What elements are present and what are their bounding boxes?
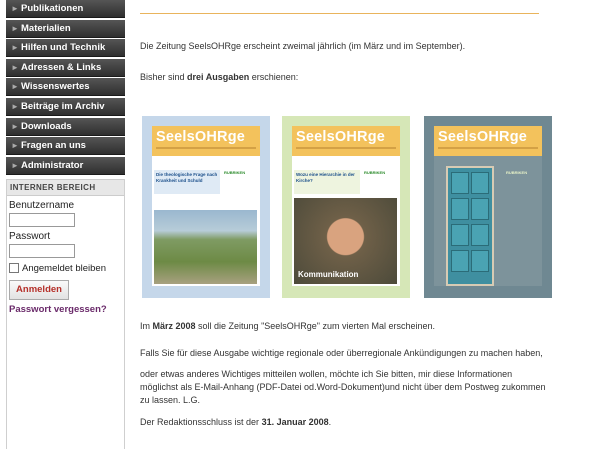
nav-item-label: Adressen & Links	[21, 61, 102, 73]
cover-photo-landscape	[154, 210, 257, 284]
cover-rubric: RUBRIKEN	[224, 170, 246, 175]
cover-subtitle-line	[296, 147, 396, 149]
arrow-icon: ►	[11, 4, 19, 13]
password-label: Passwort	[9, 230, 51, 242]
login-button[interactable]: Anmelden	[9, 280, 69, 300]
request-more-3: zu lassen. L.G.	[140, 395, 201, 405]
cover-issue-1[interactable]	[142, 116, 270, 298]
intro-text: Die Zeitung SeelsOHRge erscheint zweimal jährlich (im März und im September).	[140, 41, 466, 51]
arrow-icon: ►	[11, 62, 19, 72]
arrow-icon: ►	[11, 160, 19, 170]
arrow-icon: ►	[11, 141, 19, 151]
cover-page	[434, 126, 542, 286]
nav-item-publikationen[interactable]	[6, 0, 125, 18]
nav-item-label: Materialien	[21, 22, 71, 34]
cover-masthead	[292, 126, 400, 156]
deadline-post: .	[328, 417, 332, 427]
issues-count: drei Ausgaben	[187, 72, 250, 82]
remember-checkbox[interactable]	[9, 263, 19, 273]
nav-item-label: Downloads	[21, 120, 72, 132]
nav-item-label: Administrator	[21, 159, 84, 171]
arrow-icon: ►	[11, 23, 19, 33]
nav-item-label: Beiträge im Archiv	[21, 100, 105, 112]
cover-page	[292, 126, 400, 286]
forgot-password-link[interactable]: Passwort vergessen?	[9, 303, 107, 315]
nav-item-label: Hilfen und Technik	[21, 42, 106, 54]
remember-label: Angemeldet bleiben	[22, 262, 106, 274]
cover-caption: Kommunikation	[298, 270, 359, 279]
nav-item-label: Wissenswertes	[21, 81, 90, 93]
request-more-1: oder etwas anderes Wichtiges mitteilen wollen, möchte ich Sie bitten, mir diese Informationen	[140, 369, 513, 379]
cover-headline: Wozu eine Hierarchie in der Kirche?	[296, 172, 355, 183]
username-label: Benutzername	[9, 199, 75, 211]
cover-rubric: RUBRIKEN	[364, 170, 386, 175]
cover-subtitle-line	[438, 147, 538, 149]
nav-item-fragen-an-uns[interactable]	[6, 137, 125, 155]
header-rule	[140, 13, 539, 14]
issues-text-pre: Bisher sind	[140, 72, 188, 82]
cover-masthead	[434, 126, 542, 156]
cover-headline-box	[154, 170, 220, 194]
arrow-icon: ►	[11, 121, 19, 131]
issues-text-post: erschienen:	[249, 72, 299, 82]
deadline-pre: Der Redaktionsschluss ist der	[140, 417, 262, 427]
arrow-icon: ►	[11, 82, 19, 92]
nav-menu	[6, 0, 125, 175]
deadline-date: 31. Januar 2008	[261, 417, 329, 427]
nav-item-adressen-links[interactable]	[6, 59, 125, 77]
issues-text	[140, 71, 298, 84]
nav-item-materialien[interactable]	[6, 20, 125, 38]
nav-item-beitraege-im-archiv[interactable]	[6, 98, 125, 116]
cover-issue-2[interactable]	[282, 116, 410, 298]
cover-title: SeelsOHRge	[296, 129, 386, 145]
login-box	[6, 179, 125, 449]
login-section-title: INTERNER BEREICH	[7, 179, 124, 196]
nav-item-downloads[interactable]	[6, 118, 125, 136]
cover-photo-door	[446, 166, 494, 286]
deadline-text	[140, 416, 331, 429]
fourth-issue-text	[140, 320, 435, 333]
nav-item-hilfen-und-technik[interactable]	[6, 39, 125, 57]
remember-me	[9, 263, 124, 274]
nav-item-wissenswertes[interactable]	[6, 78, 125, 96]
request-more-2: möglichst als E-Mail-Anhang (PDF-Datei od.Word-Dokument)und nicht über dem Postweg zukommen	[140, 382, 546, 392]
cover-masthead	[152, 126, 260, 156]
username-input[interactable]	[9, 213, 75, 227]
fourth-issue-pre: Im	[140, 321, 153, 331]
nav-item-administrator[interactable]	[6, 157, 125, 175]
fourth-issue-date: März 2008	[152, 321, 196, 331]
nav-item-label: Fragen an uns	[21, 140, 86, 152]
arrow-icon: ►	[11, 101, 19, 111]
cover-subtitle-line	[156, 147, 256, 149]
nav-item-label: Publikationen	[21, 3, 84, 14]
cover-issue-3[interactable]	[424, 116, 552, 298]
arrow-icon: ►	[11, 43, 19, 53]
cover-title: SeelsOHRge	[156, 129, 246, 145]
cover-page	[152, 126, 260, 286]
cover-rubric: RUBRIKEN	[506, 170, 528, 175]
fourth-issue-post: soll die Zeitung "SeelsOHRge" zum vierten Mal erscheinen.	[195, 321, 436, 331]
password-input[interactable]	[9, 244, 75, 258]
cover-headline: Die theologische Frage nach Krankheit und Schuld	[156, 172, 218, 183]
request-line: Falls Sie für diese Ausgabe wichtige regionale oder überregionale Ankündigungen zu machen haben,	[140, 348, 543, 358]
sidebar	[6, 0, 125, 439]
cover-title: SeelsOHRge	[438, 129, 528, 145]
cover-headline-box	[294, 170, 360, 194]
